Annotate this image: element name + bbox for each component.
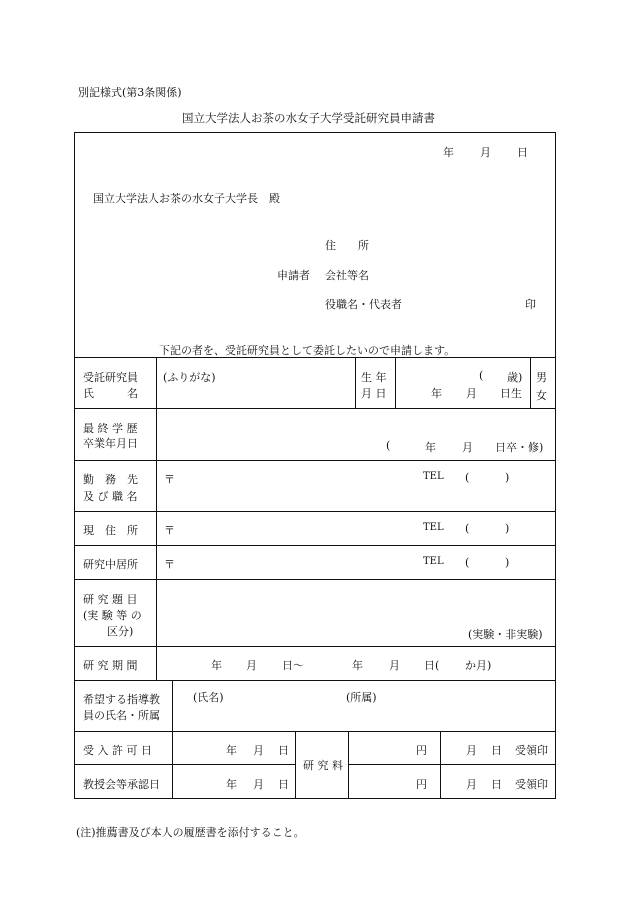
- tel-label: TEL: [423, 556, 444, 567]
- furigana-label: (ふりがな): [163, 371, 216, 384]
- acceptance-date-label: 受 入 許 可 日: [83, 744, 152, 757]
- start-day: 日〜: [282, 659, 304, 672]
- faculty-year: 年: [226, 778, 237, 791]
- start-month: 月: [246, 659, 257, 672]
- period-months: か月): [465, 659, 492, 672]
- research-fee-label: 研 究 料: [303, 759, 343, 772]
- current-address-label: 現 住 所: [83, 524, 138, 537]
- faculty-pay-month: 月: [466, 778, 477, 791]
- addressee: 国立大学法人お茶の水女子大学長 殿: [93, 192, 280, 205]
- faculty-pay-day: 日: [491, 778, 502, 791]
- faculty-day: 日: [278, 778, 289, 791]
- education-label: 最 終 学 歴: [83, 422, 138, 435]
- tel-label: TEL: [423, 471, 444, 482]
- application-form: [74, 132, 556, 799]
- topic-label-2: (実 験 等 の: [83, 609, 142, 622]
- sex-male: 男: [536, 371, 547, 384]
- tel-label: TEL: [423, 522, 444, 533]
- representative-label: 役職名・代表者: [325, 298, 402, 311]
- date-year: 年: [443, 146, 454, 159]
- position-label: 及 び 職 名: [83, 490, 138, 503]
- age-open: (: [479, 369, 484, 382]
- tel-open: (: [465, 522, 470, 535]
- graduation-label: 卒業年月日: [83, 437, 138, 450]
- applicant-label: 申請者: [277, 269, 310, 282]
- acceptance-month: 月: [253, 744, 264, 757]
- acceptance-pay-day: 日: [491, 744, 502, 757]
- end-day: 日(: [424, 659, 440, 672]
- faculty-yen: 円: [416, 778, 427, 791]
- acceptance-yen: 円: [416, 744, 427, 757]
- acceptance-received: 受領印: [515, 744, 548, 757]
- tel-close: ): [505, 471, 510, 484]
- topic-label-3: 区分): [107, 625, 134, 638]
- form-id: 別記様式(第3条関係): [78, 86, 182, 99]
- topic-label: 研 究 題 目: [83, 593, 138, 606]
- acceptance-day: 日: [278, 744, 289, 757]
- form-title: 国立大学法人お茶の水女子大学受託研究員申請書: [182, 111, 435, 125]
- education-month: 月: [462, 441, 473, 454]
- seal-mark: 印: [525, 298, 536, 311]
- tel-open: (: [465, 471, 470, 484]
- postal-icon: 〒: [164, 473, 175, 486]
- acceptance-year: 年: [226, 744, 237, 757]
- researcher-label: 受託研究員: [83, 371, 138, 384]
- tel-close: ): [505, 522, 510, 535]
- dob-year: 年: [431, 387, 442, 400]
- dob-month: 月: [466, 387, 477, 400]
- education-open: (: [386, 439, 391, 452]
- education-year: 年: [425, 441, 436, 454]
- faculty-received: 受領印: [515, 778, 548, 791]
- start-year: 年: [211, 659, 222, 672]
- date-month: 月: [480, 146, 491, 159]
- company-label: 会社等名: [325, 269, 369, 282]
- education-suffix: 日卒・修): [495, 441, 544, 454]
- end-year: 年: [352, 659, 363, 672]
- tel-open: (: [465, 556, 470, 569]
- attachment-note: (注)推薦書及び本人の履歴書を添付すること。: [76, 826, 305, 839]
- address-label: 住 所: [325, 239, 369, 252]
- advisor-label: 希望する指導教: [83, 693, 160, 706]
- end-month: 月: [389, 659, 400, 672]
- postal-icon: 〒: [164, 558, 175, 571]
- researcher-name-label: 氏 名: [83, 387, 138, 400]
- dob-day: 日生: [500, 387, 522, 400]
- advisor-affiliation-label: (所属): [346, 691, 377, 704]
- workplace-label: 勤 務 先: [83, 473, 138, 486]
- age-close: 歳): [507, 371, 523, 384]
- dob-label: 生 年: [361, 371, 387, 384]
- research-residence-label: 研究中居所: [83, 558, 138, 571]
- tel-close: ): [505, 556, 510, 569]
- experiment-category: (実験・非実験): [468, 628, 543, 641]
- statement: 下記の者を、受託研究員として委託したいので申請します。: [159, 344, 456, 357]
- acceptance-pay-month: 月: [466, 744, 477, 757]
- sex-female: 女: [536, 389, 547, 402]
- postal-icon: 〒: [164, 524, 175, 537]
- period-label: 研 究 期 間: [83, 659, 138, 672]
- dob-label-2: 月 日: [361, 387, 387, 400]
- faculty-approval-label: 教授会等承認日: [83, 778, 160, 791]
- date-day: 日: [517, 146, 528, 159]
- faculty-month: 月: [253, 778, 264, 791]
- advisor-name-label: (氏名): [193, 691, 224, 704]
- advisor-label-2: 員の氏名・所属: [83, 709, 160, 722]
